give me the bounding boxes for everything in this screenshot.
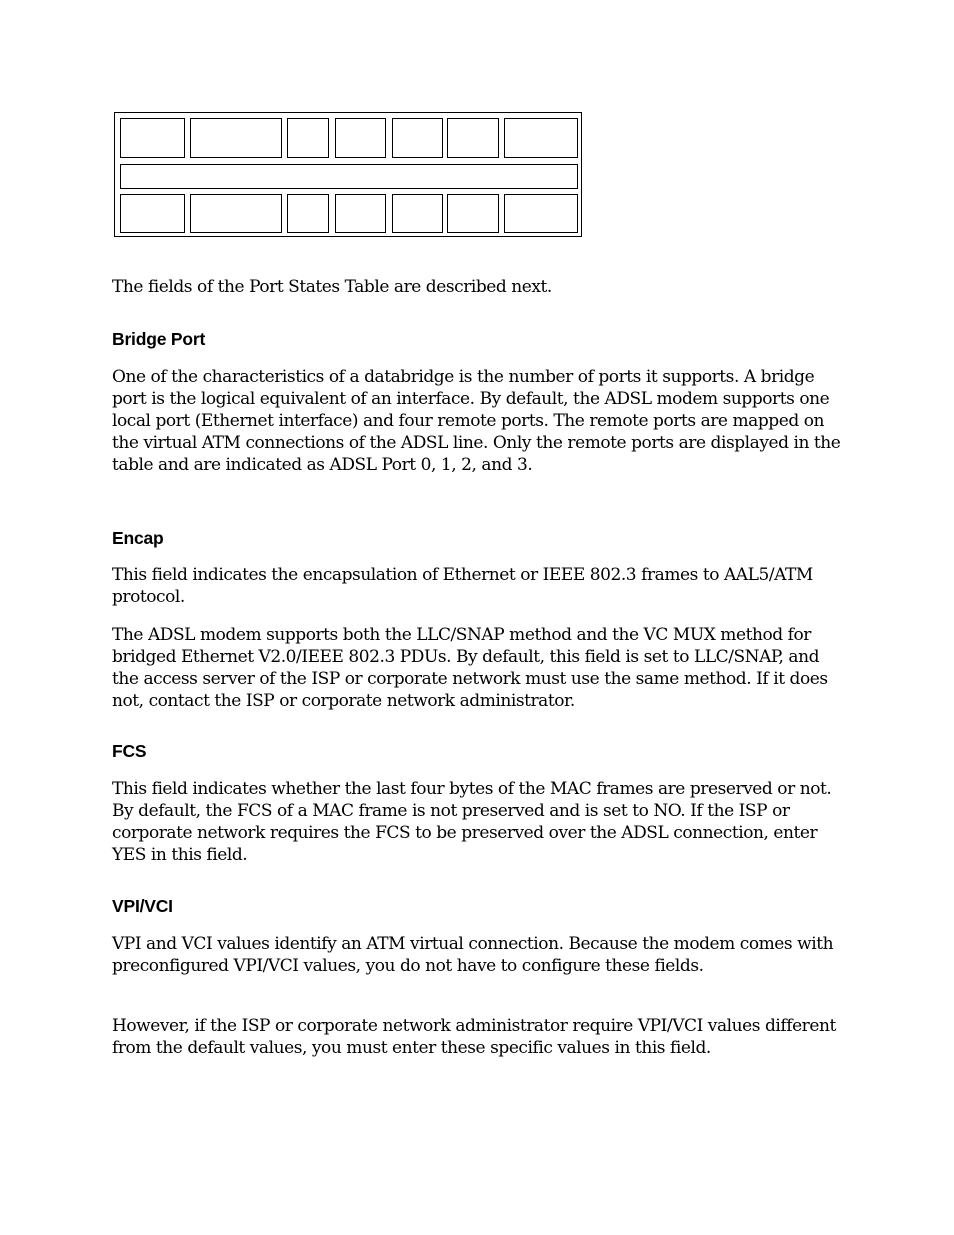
table-cell	[447, 118, 499, 158]
table-cell	[120, 164, 578, 189]
table-cell	[392, 194, 443, 233]
table-cell	[335, 118, 386, 158]
table-cell	[504, 194, 578, 233]
vpi-vci-paragraph-1: VPI and VCI values identify an ATM virtual connection. Because the modem comes with preconfigured VPI/VCI values, you do not have to configure these fields.	[112, 934, 834, 976]
table-cell	[504, 118, 578, 158]
section-heading-bridge-port: Bridge Port	[112, 329, 206, 349]
vpi-vci-paragraph-2: However, if the ISP or corporate network administrator require VPI/VCI values different from the default values, you must enter these specific values in this field.	[112, 1016, 836, 1058]
bridge-port-paragraph: One of the characteristics of a databridge is the number of ports it supports. A bridge port is the logical equivalent of an interface. By default, the ADSL modem supports one local port (Ethernet interface) and four remote ports. The remote ports are mapped on the virtual ATM connections of the ADSL line. Only the remote ports are displayed in the table and are indicated as ADSL Port 0, 1, 2, and 3.	[112, 367, 841, 475]
table-cell	[190, 194, 282, 233]
port-states-table	[114, 112, 582, 237]
intro-paragraph: The fields of the Port States Table are described next.	[112, 277, 552, 297]
encap-paragraph-1: This field indicates the encapsulation of Ethernet or IEEE 802.3 frames to AAL5/ATM protocol.	[112, 565, 813, 607]
table-cell	[335, 194, 386, 233]
section-heading-fcs: FCS	[112, 741, 147, 761]
section-heading-vpi-vci: VPI/VCI	[112, 896, 173, 916]
table-cell	[392, 118, 443, 158]
encap-paragraph-2: The ADSL modem supports both the LLC/SNAP method and the VC MUX method for bridged Ethernet V2.0/IEEE 802.3 PDUs. By default, this field is set to LLC/SNAP, and the access server of the ISP or corporate network must use the same method. If it does not, contact the ISP or corporate network administrator.	[112, 625, 828, 711]
table-cell	[447, 194, 499, 233]
fcs-paragraph: This field indicates whether the last four bytes of the MAC frames are preserved or not. By default, the FCS of a MAC frame is not preserved and is set to NO. If the ISP or corporate network requires the FCS to be preserved over the ADSL connection, enter YES in this field.	[112, 779, 832, 865]
section-heading-encap: Encap	[112, 528, 164, 548]
table-cell	[190, 118, 282, 158]
table-cell	[287, 194, 329, 233]
table-cell	[287, 118, 329, 158]
table-cell	[120, 194, 185, 233]
table-cell	[120, 118, 185, 158]
